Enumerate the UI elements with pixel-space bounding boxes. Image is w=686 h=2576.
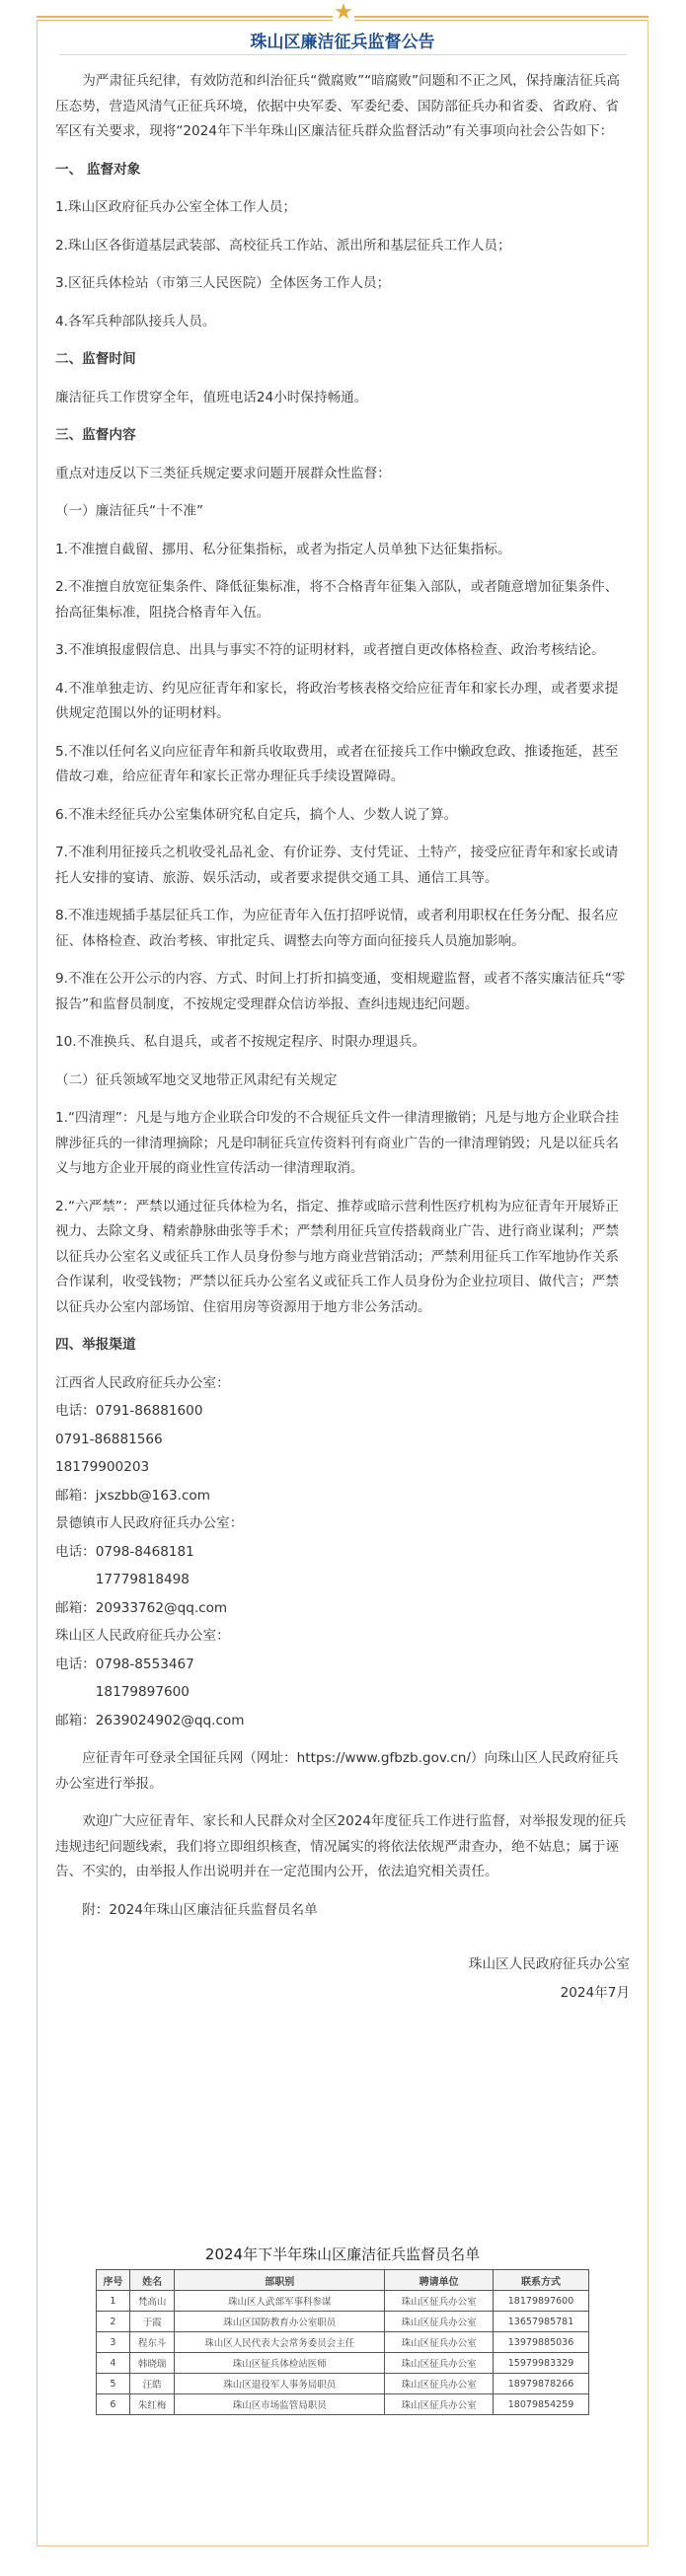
paragraph: 2.不准擅自放宽征集条件、降低征集标准，将不合格青年征集入部队，或者随意增加征集条件、抬高征集标准，阻挠合格青年入伍。 [55,579,619,621]
paragraph: 4.不准单独走访、约见应征青年和家长，将政治考核表格交给应征青年和家长办理，或者要求提供规定范围以外的证明材料。 [55,680,619,721]
announcement-body [55,69,630,2019]
table-cell: 3 [97,2332,130,2353]
paragraph: 9.不准在公开公示的内容、方式、时间上打折扣搞变通，变相规避监督，或者不落实廉洁征兵“零报告”和监督员制度，不按规定受理群众信访举报、查纠违规违纪问题。 [55,971,626,1012]
table-cell: 韩晓瑞 [129,2353,174,2374]
paragraph: 电话：0798-8553467 [55,1656,194,1672]
table-header-cell: 联系方式 [494,2270,589,2291]
table-row [97,2312,589,2332]
table-cell: 18979878266 [494,2374,589,2394]
signature-org: 珠山区人民政府征兵办公室 [468,1956,630,1972]
paragraph: 18179897600 [55,1684,190,1700]
table-header-cell: 部职别 [175,2270,385,2291]
table-cell: 18079854259 [494,2394,589,2415]
table-row [97,2394,589,2415]
signature-date: 2024年7月 [560,1984,630,2001]
paragraph: 邮箱：jxszbb@163.com [55,1487,210,1504]
table-cell: 珠山区退役军人事务局职员 [175,2374,385,2394]
paragraph: 邮箱：2639024902@qq.com [55,1712,245,1729]
table-body [97,2291,589,2415]
table-cell: 珠山区人武部军事科参谋 [175,2291,385,2312]
table-cell: 于霞 [129,2312,174,2332]
table-cell: 1 [97,2291,130,2312]
table-cell: 珠山区征兵办公室 [385,2332,494,2353]
paragraph: 1.不准擅自截留、挪用、私分征集指标，或者为指定人员单独下达征集指标。 [55,541,511,557]
paragraph: 8.不准违规插手基层征兵工作，为应征青年入伍打招呼说情，或者利用职权在任务分配、报名应征、体格检查、政治考核、审批定兵、调整去向等方面向征接兵人员施加影响。 [55,908,619,949]
table-cell: 5 [97,2374,130,2394]
table-cell: 梵高山 [129,2291,174,2312]
paragraph: 为严肃征兵纪律，有效防范和纠治征兵“微腐败”“暗腐败”问题和不正之风，保持廉洁征兵高压态势，营造风清气正征兵环境，依据中央军委、军委纪委、国防部征兵办和省委、省政府、省军区有关要求，现将“2024年下半年珠山区廉洁征兵群众监督活动”有关事项向社会公告如下： [55,73,620,139]
paragraph: （一）廉洁征兵“十不准” [55,503,204,519]
paragraph: 江西省人民政府征兵办公室： [55,1374,230,1391]
table-cell: 汪皓 [129,2374,174,2394]
table-row [97,2291,589,2312]
table-header-row [97,2270,589,2291]
paragraph: 3.不准填报虚假信息、出具与事实不符的证明材料，或者擅自更改体格检查、政治考核结论。 [55,642,605,658]
supervisor-table [96,2269,589,2415]
table-cell: 珠山区市场监管局职员 [175,2394,385,2415]
table-cell: 朱红梅 [129,2394,174,2415]
paragraph: （二）征兵领域军地交叉地带正风肃纪有关规定 [55,1071,338,1088]
paragraph: 电话：0791-86881600 [55,1403,203,1419]
supervisor-table-section [96,2241,589,2415]
paragraph: 1.珠山区政府征兵办公室全体工作人员； [55,199,297,215]
page-title: 珠山区廉洁征兵监督公告 [250,33,435,52]
table-row [97,2353,589,2374]
paragraph: 2.“六严禁”：严禁以通过征兵体检为名，指定、推荐或暗示营利性医疗机构为应征青年开展矫正视力、去除文身、精索静脉曲张等手术；严禁利用征兵宣传搭载商业广告、进行商业谋利；严禁以征兵办公室名义或征兵工作人员身份参与地方商业营销活动；严禁利用征兵工作军地协作关系合作谋利，收受钱物；严禁以征兵办公室名义或征兵工作人员身份为企业拉项目、做代言；严禁以征兵办公室内部场馆、住宿用房等资源用于地方非公务活动。 [55,1198,619,1315]
section-heading: 三、监督内容 [55,427,136,443]
table-cell: 珠山区人民代表大会常务委员会主任 [175,2332,385,2353]
paragraph: 10.不准换兵、私自退兵，或者不按规定程序、时限办理退兵。 [55,1034,426,1050]
table-cell: 6 [97,2394,130,2415]
paragraph: 1.“四清理”：凡是与地方企业联合印发的不合规征兵文件一律清理撤销；凡是与地方企业联合挂牌涉征兵的一律清理摘除；凡是印制征兵宣传资料刊有商业广告的一律清理销毁；凡是以征兵名义与地方企业开展的商业性宣传活动一律清理取消。 [55,1110,619,1176]
paragraph: 2.珠山区各街道基层武装部、高校征兵工作站、派出所和基层征兵工作人员； [55,237,511,254]
table-cell: 珠山区征兵办公室 [385,2394,494,2415]
paragraph: 珠山区人民政府征兵办公室： [55,1628,230,1644]
table-header-cell: 姓名 [129,2270,174,2291]
table-cell: 珠山区征兵办公室 [385,2312,494,2332]
table-cell: 13657985781 [494,2312,589,2332]
table-header-cell: 序号 [97,2270,130,2291]
paragraph: 电话：0798-8468181 [55,1543,194,1560]
table-row [97,2374,589,2394]
table-cell: 珠山区征兵体检站医师 [175,2353,385,2374]
section-heading: 二、监督时间 [55,351,136,367]
table-row [97,2332,589,2353]
title-divider [59,54,627,55]
paragraph: 7.不准利用征接兵之机收受礼品礼金、有价证券、支付凭证、土特产，接受应征青年和家长或请托人安排的宴请、旅游、娱乐活动，或者要求提供交通工具、通信工具等。 [55,845,619,886]
paragraph: 0791-86881566 [55,1431,163,1447]
paragraph: 廉洁征兵工作贯穿全年，值班电话24小时保持畅通。 [55,389,368,405]
paragraph: 附：2024年珠山区廉洁征兵监督员名单 [82,1901,318,1918]
paragraph: 邮箱：20933762@qq.com [55,1599,228,1616]
paragraph: 5.不准以任何名义向应征青年和新兵收取费用，或者在征接兵工作中懒政怠政、推诿拖延，甚至借故刁难，给应征青年和家长正常办理征兵手续设置障碍。 [55,743,619,784]
table-cell: 程东斗 [129,2332,174,2353]
table-cell: 15979983329 [494,2353,589,2374]
table-cell: 13979885036 [494,2332,589,2353]
table-cell: 珠山区征兵办公室 [385,2291,494,2312]
paragraph: 重点对违反以下三类征兵规定要求问题开展群众性监督： [55,465,391,481]
paragraph: 欢迎广大应征青年、家长和人民群众对全区2024年度征兵工作进行监督，对举报发现的征兵违规违纪问题线索，我们将立即组织核查，情况属实的将依法依规严肃查办，绝不姑息；属于诬告、不实的，由举报人作出说明并在一定范围内公开，依法追究相关责任。 [55,1813,627,1879]
paragraph: 18179900203 [55,1459,150,1475]
paragraph: 6.不准未经征兵办公室集体研究私自定兵，搞个人、少数人说了算。 [55,806,458,823]
paragraph: 应征青年可登录全国征兵网（网址：https://www.gfbzb.gov.cn/）向珠山区人民政府征兵办公室进行举报。 [55,1750,619,1792]
paragraph: 景德镇市人民政府征兵办公室： [55,1515,244,1531]
table-header-cell: 聘请单位 [385,2270,494,2291]
paragraph: 17779818498 [55,1572,190,1587]
paragraph: 4.各军兵种部队接兵人员。 [55,313,216,330]
star-icon: ★ [334,0,353,25]
section-heading: 一、 监督对象 [55,161,141,178]
table-cell: 18179897600 [494,2291,589,2312]
table-cell: 珠山区征兵办公室 [385,2374,494,2394]
table-cell: 珠山区征兵办公室 [385,2353,494,2374]
paragraph: 3.区征兵体检站（市第三人民医院）全体医务工作人员； [55,275,391,291]
table-cell: 2 [97,2312,130,2332]
table-cell: 珠山区国防教育办公室职员 [175,2312,385,2332]
table-title: 2024年下半年珠山区廉洁征兵监督员名单 [204,2245,481,2263]
table-cell: 4 [97,2353,130,2374]
section-heading: 四、举报渠道 [55,1337,136,1353]
